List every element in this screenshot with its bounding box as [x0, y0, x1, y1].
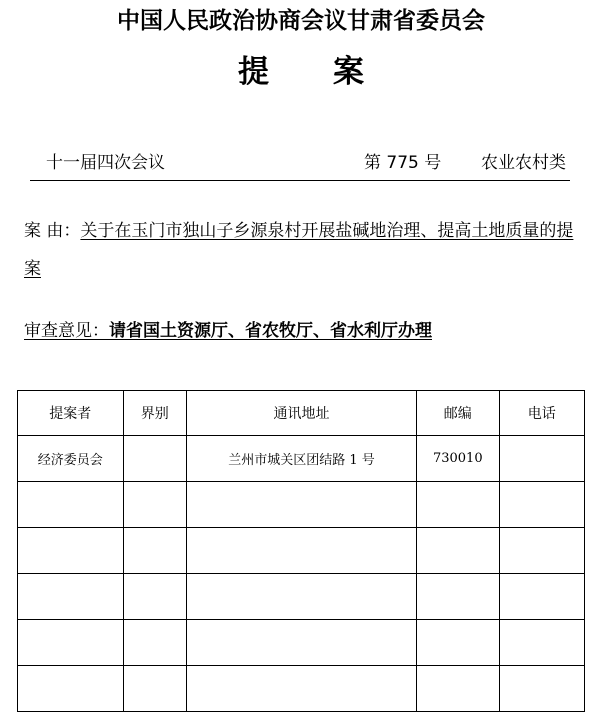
cell-phone — [499, 482, 585, 528]
cell-proposer: 经济委员会 — [18, 436, 124, 482]
table-header-row — [18, 391, 585, 436]
reason-section — [24, 212, 580, 288]
table-row — [18, 666, 585, 712]
table-row — [18, 574, 585, 620]
review-opinion-text: 请省国土资源厅、省农牧厅、省水利厅办理 — [109, 321, 432, 341]
header-postcode: 邮编 — [417, 391, 499, 436]
proposer-table — [17, 390, 585, 712]
organization-title: 中国人民政治协商会议甘肃省委员会 — [117, 8, 485, 34]
cell-postcode: 730010 — [417, 436, 499, 482]
cell-sector — [123, 436, 186, 482]
proposal-category: 农业农村类 — [481, 153, 566, 173]
cell-phone — [499, 620, 585, 666]
cell-address: 兰州市城关区团结路 1 号 — [186, 436, 416, 482]
review-opinion-section — [24, 316, 580, 341]
cell-phone — [499, 528, 585, 574]
cell-proposer — [18, 482, 124, 528]
review-opinion-label: 审查意见： — [24, 321, 109, 341]
cell-sector — [123, 574, 186, 620]
cell-proposer — [18, 620, 124, 666]
header-sector: 界别 — [123, 391, 186, 436]
cell-sector — [123, 528, 186, 574]
meta-row — [30, 148, 570, 181]
reason-text: 关于在玉门市独山子乡源泉村开展盐碱地治理、提高土地质量的提案 — [24, 221, 574, 279]
session-label: 十一届四次会议 — [46, 153, 165, 173]
cell-address — [186, 574, 416, 620]
proposal-number: 第 775 号 — [364, 153, 442, 173]
reason-label: 案 由： — [24, 221, 81, 241]
cell-sector — [123, 620, 186, 666]
cell-postcode — [417, 482, 499, 528]
cell-postcode — [417, 528, 499, 574]
document-type-char-1: 提 — [238, 54, 269, 90]
header-proposer: 提案者 — [18, 391, 124, 436]
header-address: 通讯地址 — [186, 391, 416, 436]
cell-sector — [123, 666, 186, 712]
cell-postcode — [417, 620, 499, 666]
cell-proposer — [18, 528, 124, 574]
cell-proposer — [18, 574, 124, 620]
cell-phone — [499, 574, 585, 620]
table-row — [18, 482, 585, 528]
document-type-title — [0, 46, 602, 91]
cell-postcode — [417, 574, 499, 620]
cell-address — [186, 666, 416, 712]
cell-proposer — [18, 666, 124, 712]
cell-sector — [123, 482, 186, 528]
cell-phone — [499, 436, 585, 482]
cell-phone — [499, 666, 585, 712]
header-phone: 电话 — [499, 391, 585, 436]
cell-address — [186, 482, 416, 528]
cell-postcode — [417, 666, 499, 712]
table-row — [18, 620, 585, 666]
table-row — [18, 436, 585, 482]
cell-address — [186, 528, 416, 574]
table-row — [18, 528, 585, 574]
document-type-char-2: 案 — [333, 54, 364, 90]
cell-address — [186, 620, 416, 666]
